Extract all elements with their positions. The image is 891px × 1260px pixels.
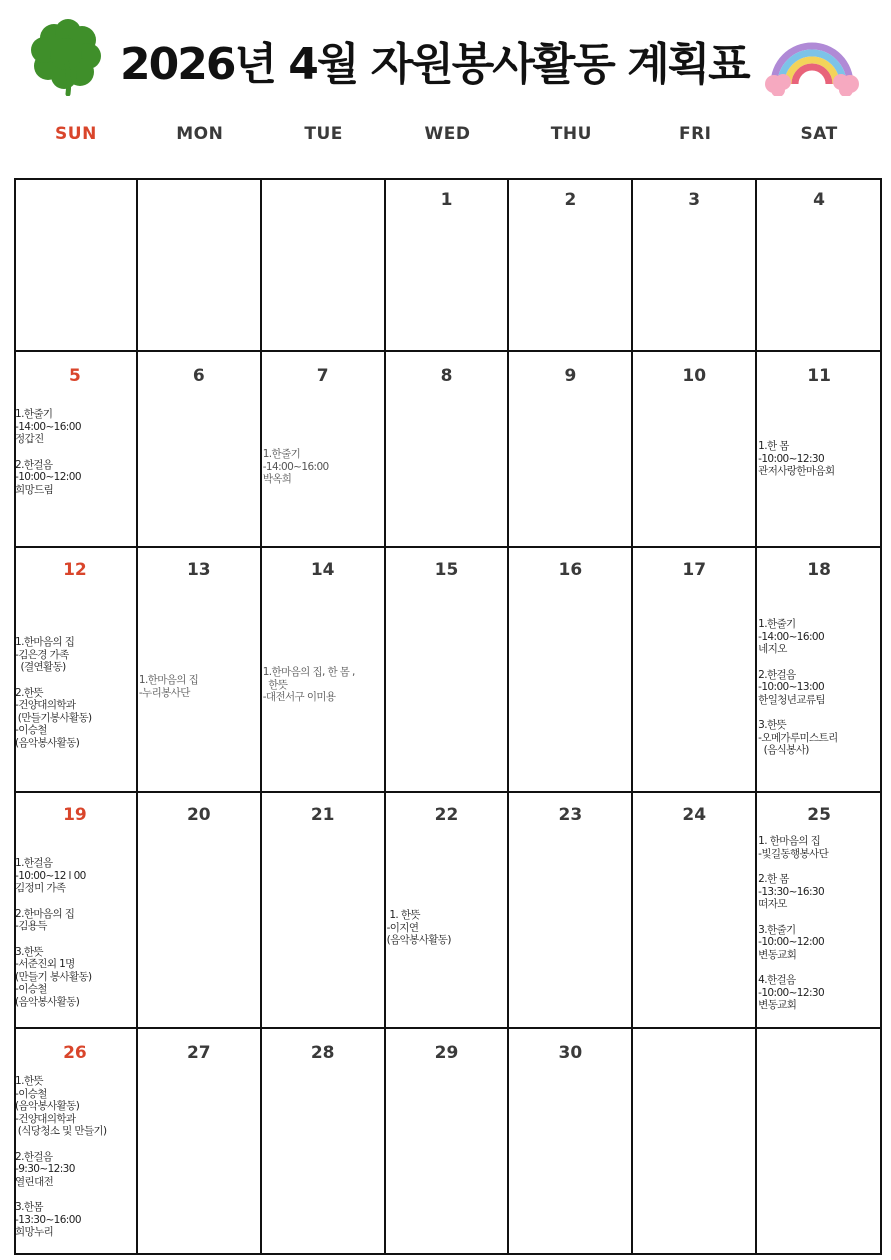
note-spacer: [758, 911, 880, 924]
volunteer-schedule-notes: [758, 835, 880, 1012]
note-line: 희망드림: [15, 483, 54, 496]
day-number: 19: [63, 805, 87, 825]
day-number: 14: [310, 560, 335, 580]
day-number: 21: [310, 805, 335, 825]
note-spacer: [15, 674, 135, 687]
day-number: 11: [807, 366, 831, 386]
note-line: -누리봉사단: [138, 686, 190, 699]
note-line: (음악봉사활동): [15, 736, 80, 749]
day-number: 7: [316, 366, 329, 386]
calendar-header: [0, 0, 891, 115]
note-line: 1.한마음의 집: [15, 636, 75, 648]
day-number: 29: [434, 1043, 459, 1063]
day-number: 27: [186, 1043, 211, 1063]
day-cell-8: [386, 352, 510, 548]
day-cell-25: [757, 793, 881, 1029]
note-line: -9:30~12:30: [15, 1163, 75, 1175]
volunteer-schedule-notes: [387, 909, 507, 947]
note-line: (음악봉사활동): [386, 934, 451, 946]
day-cell-15: [386, 548, 510, 793]
weekday-label: FRI: [678, 124, 712, 144]
note-line: -10:00~13:00: [758, 681, 825, 693]
weekday-label: TUE: [304, 124, 343, 144]
note-line: -건양대의학과: [15, 699, 76, 711]
note-line: -이승철: [15, 1087, 47, 1100]
day-number: 6: [192, 366, 205, 386]
note-line: (음악봉사활동): [15, 1100, 80, 1112]
day-cell-29: [386, 1029, 510, 1254]
empty-day-cell: [138, 178, 262, 352]
day-number: 17: [682, 560, 707, 580]
volunteer-schedule-notes: [758, 440, 880, 478]
note-line: -이지연: [386, 921, 419, 934]
day-cell-7: [262, 352, 386, 548]
note-line: 열린대전: [15, 1175, 54, 1188]
note-spacer: [758, 656, 880, 669]
note-line: 한일청년교류팀: [758, 693, 825, 706]
note-line: 한뜻: [262, 678, 288, 691]
note-line: 1.한걸음: [15, 857, 53, 869]
note-line: 1.한 몸: [758, 440, 789, 452]
note-spacer: [758, 706, 880, 719]
day-cell-2: [509, 178, 633, 352]
volunteer-schedule-notes: [15, 636, 135, 749]
day-cell-28: [262, 1029, 386, 1254]
note-line: -10:00~12:00: [758, 936, 825, 948]
volunteer-schedule-notes: [15, 408, 135, 496]
day-cell-26: [14, 1029, 138, 1254]
day-cell-5: [14, 352, 138, 548]
day-cell-17: [633, 548, 757, 793]
volunteer-schedule-notes: [758, 618, 880, 757]
note-line: 네지오: [758, 643, 787, 655]
day-cell-18: [757, 548, 881, 793]
note-line: -14:00~16:00: [758, 630, 825, 643]
day-number: 2: [564, 190, 577, 210]
day-cell-10: [633, 352, 757, 548]
day-cell-23: [509, 793, 633, 1029]
day-cell-24: [633, 793, 757, 1029]
note-line: -이승철: [15, 983, 47, 995]
note-line: 1.한마음의 집: [138, 674, 199, 686]
four-leaf-clover-icon: [30, 18, 106, 96]
note-line: 1.한줄기: [758, 618, 796, 630]
day-number: 9: [564, 366, 577, 386]
note-line: 박옥희: [262, 473, 292, 485]
note-line: -빛길동행봉사단: [758, 847, 829, 860]
day-number: 22: [434, 805, 459, 825]
weekday-header-row: [14, 124, 881, 150]
rainbow-icon: [764, 38, 860, 96]
note-line: 1.한줄기: [262, 448, 301, 460]
page-title: 2026년 4월 자원봉사활동 계획표: [120, 39, 749, 90]
note-line: 2.한걸음: [758, 668, 796, 681]
day-cell-12: [14, 548, 138, 793]
volunteer-schedule-notes: [15, 1075, 135, 1239]
weekday-label: SUN: [55, 124, 97, 144]
note-line: 변동교회: [758, 948, 797, 961]
day-cell-19: [14, 793, 138, 1029]
note-line: -13:30~16:00: [15, 1213, 81, 1226]
empty-day-cell: [757, 1029, 881, 1254]
day-cell-21: [262, 793, 386, 1029]
day-cell-14: [262, 548, 386, 793]
volunteer-schedule-notes: [263, 666, 383, 704]
day-number: 26: [63, 1043, 87, 1063]
day-cell-6: [138, 352, 262, 548]
note-line: -서준진외 1명: [15, 958, 75, 970]
note-line: 관저사랑한마음회: [758, 465, 835, 477]
note-line: 4.한걸음: [758, 974, 796, 986]
note-line: 1.한줄기: [15, 408, 53, 420]
note-line: -14:00~16:00: [15, 420, 81, 433]
note-line: 1.한뜻: [15, 1075, 43, 1087]
day-number: 3: [688, 190, 701, 210]
note-spacer: [758, 860, 880, 873]
note-line: (음식봉사): [758, 744, 809, 756]
day-cell-16: [509, 548, 633, 793]
note-spacer: [15, 895, 135, 908]
day-number: 24: [682, 805, 707, 825]
note-line: 2.한 몸: [758, 873, 789, 885]
note-line: (만들기봉사활동): [15, 711, 92, 724]
note-spacer: [758, 961, 880, 974]
empty-day-cell: [14, 178, 138, 352]
day-number: 25: [807, 805, 831, 825]
volunteer-schedule-notes: [139, 674, 259, 699]
day-number: 4: [813, 190, 825, 210]
calendar-grid: [14, 178, 881, 1254]
day-cell-9: [509, 352, 633, 548]
note-line: -김은경 가족: [15, 648, 69, 661]
note-line: 2.한걸음: [15, 458, 53, 471]
note-line: (만들기 봉사활동): [15, 970, 92, 983]
day-number: 13: [186, 560, 211, 580]
note-line: 변동교회: [758, 999, 797, 1011]
note-line: -이승철: [15, 724, 47, 736]
day-number: 20: [186, 805, 211, 825]
weekday-label: MON: [176, 124, 224, 144]
note-line: (음악봉사활동): [15, 995, 80, 1008]
day-cell-3: [633, 178, 757, 352]
note-line: 3.한뜻: [15, 945, 43, 958]
weekday-label: SAT: [800, 124, 838, 144]
day-cell-30: [509, 1029, 633, 1254]
volunteer-schedule-notes: [15, 857, 135, 1008]
day-number: 10: [682, 366, 707, 386]
note-line: -13:30~16:30: [758, 885, 825, 898]
note-line: 1. 한마음의 집: [758, 835, 821, 847]
note-line: 희망누리: [15, 1226, 54, 1238]
day-number: 5: [69, 366, 81, 386]
note-line: 떠자모: [758, 898, 787, 910]
day-cell-13: [138, 548, 262, 793]
day-cell-22: [386, 793, 510, 1029]
note-line: (식당청소 및 만들기): [15, 1125, 107, 1137]
weekday-label: THU: [550, 124, 592, 144]
note-line: 정갑진: [15, 433, 44, 445]
day-number: 16: [558, 560, 583, 580]
note-spacer: [15, 1188, 135, 1201]
day-number: 30: [558, 1043, 583, 1063]
day-number: 18: [807, 560, 831, 580]
note-line: -10:00~12:30: [758, 452, 825, 465]
day-number: 1: [440, 190, 453, 210]
day-number: 15: [434, 560, 459, 580]
day-cell-27: [138, 1029, 262, 1254]
note-line: -김용득: [15, 920, 47, 932]
day-cell-11: [757, 352, 881, 548]
day-number: 8: [440, 366, 453, 386]
note-spacer: [15, 1138, 135, 1151]
note-line: (결연활동): [15, 661, 66, 673]
day-cell-4: [757, 178, 881, 352]
note-spacer: [15, 446, 135, 459]
note-spacer: [15, 933, 135, 946]
day-number: 23: [558, 805, 583, 825]
empty-day-cell: [633, 1029, 757, 1254]
note-line: 3.한몸: [15, 1201, 43, 1213]
note-line: -대전서구 이미용: [262, 691, 336, 703]
note-line: -10:00~12:30: [758, 986, 825, 999]
note-line: -10:00~12 l 00: [15, 869, 86, 882]
note-line: 2.한마음의 집: [15, 907, 75, 920]
note-line: 김정미 가족: [15, 882, 66, 894]
note-line: -오메가루미스트리: [758, 731, 838, 744]
day-cell-20: [138, 793, 262, 1029]
note-line: 2.한걸음: [15, 1150, 53, 1163]
volunteer-schedule-notes: [263, 448, 383, 486]
note-line: 3.한뜻: [758, 719, 787, 731]
day-number: 12: [63, 560, 87, 580]
day-number: 28: [310, 1043, 335, 1063]
note-line: -10:00~12:00: [15, 471, 81, 483]
empty-day-cell: [262, 178, 386, 352]
note-line: 2.한뜻: [15, 686, 43, 699]
weekday-label: WED: [424, 124, 471, 144]
note-line: -14:00~16:00: [262, 460, 329, 473]
note-line: -건양대의학과: [15, 1112, 76, 1125]
day-cell-1: [386, 178, 510, 352]
note-line: 1.한마음의 집, 한 몸 ,: [262, 666, 355, 678]
note-line: 1. 한뜻: [386, 909, 420, 921]
note-line: 3.한줄기: [758, 923, 796, 936]
